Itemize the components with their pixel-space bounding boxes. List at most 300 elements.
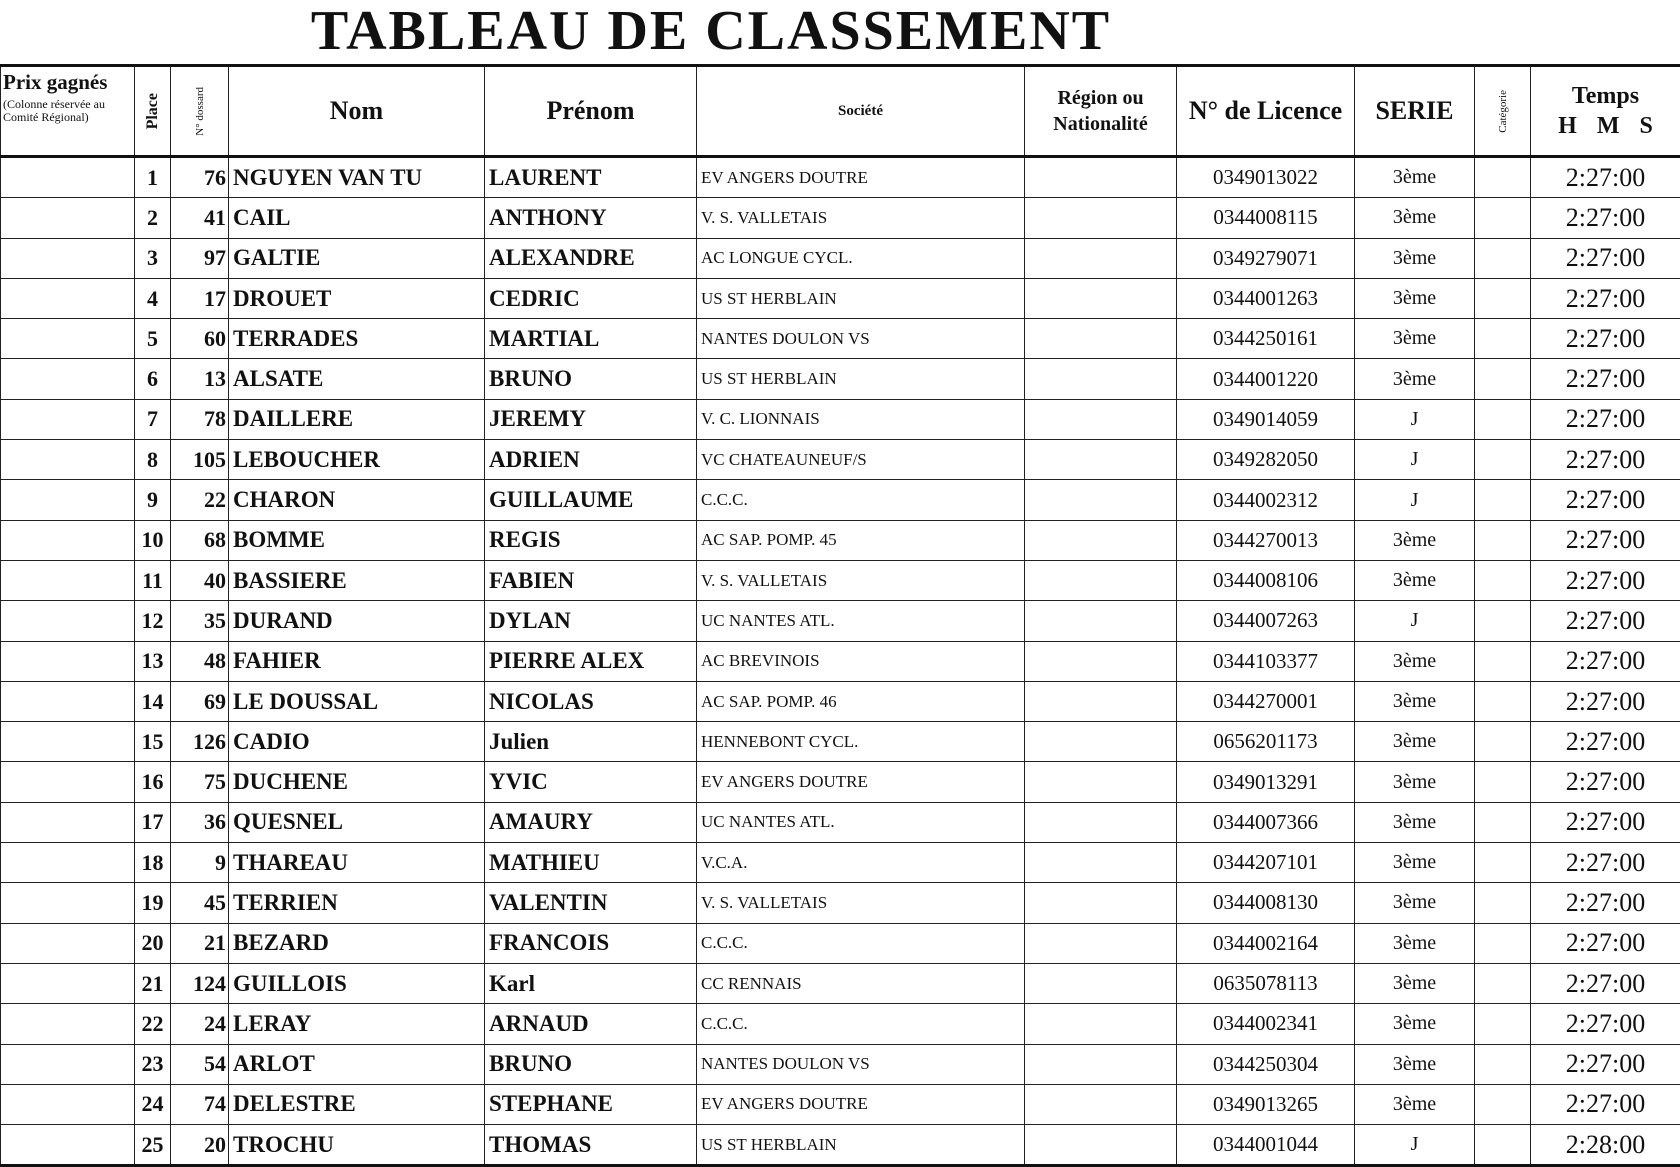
header-nom: Nom	[229, 66, 485, 157]
cell-societe: US ST HERBLAIN	[697, 359, 1025, 399]
cell-temps: 2:27:00	[1531, 802, 1680, 842]
cell-serie: 3ème	[1355, 560, 1475, 600]
cell-place: 6	[135, 359, 171, 399]
cell-societe: V. C. LIONNAIS	[697, 399, 1025, 439]
cell-temps: 2:27:00	[1531, 440, 1680, 480]
cell-categorie	[1475, 440, 1531, 480]
table-row	[1, 762, 1680, 802]
cell-societe: NANTES DOULON VS	[697, 319, 1025, 359]
cell-serie: 3ème	[1355, 359, 1475, 399]
cell-nom: BOMME	[229, 520, 485, 560]
cell-temps: 2:27:00	[1531, 963, 1680, 1003]
cell-serie: 3ème	[1355, 722, 1475, 762]
header-societe: Société	[697, 66, 1025, 157]
cell-categorie	[1475, 157, 1531, 198]
cell-prenom: LAURENT	[485, 157, 697, 198]
cell-prix	[1, 359, 135, 399]
cell-societe: VC CHATEAUNEUF/S	[697, 440, 1025, 480]
cell-nom: CHARON	[229, 480, 485, 520]
header-serie: SERIE	[1355, 66, 1475, 157]
cell-prenom: THOMAS	[485, 1125, 697, 1166]
cell-nom: TROCHU	[229, 1125, 485, 1166]
cell-temps: 2:27:00	[1531, 278, 1680, 318]
cell-societe: AC BREVINOIS	[697, 641, 1025, 681]
cell-prix	[1, 1004, 135, 1044]
cell-place: 2	[135, 198, 171, 238]
cell-nom: CADIO	[229, 722, 485, 762]
cell-prix	[1, 319, 135, 359]
cell-place: 17	[135, 802, 171, 842]
cell-prix	[1, 157, 135, 198]
cell-prenom: ARNAUD	[485, 1004, 697, 1044]
cell-serie: 3ème	[1355, 843, 1475, 883]
cell-place: 11	[135, 560, 171, 600]
cell-licence: 0344008115	[1177, 198, 1355, 238]
cell-region	[1025, 843, 1177, 883]
cell-categorie	[1475, 480, 1531, 520]
cell-categorie	[1475, 198, 1531, 238]
cell-place: 5	[135, 319, 171, 359]
cell-temps: 2:27:00	[1531, 843, 1680, 883]
cell-societe: C.C.C.	[697, 1004, 1025, 1044]
cell-place: 1	[135, 157, 171, 198]
cell-nom: ARLOT	[229, 1044, 485, 1084]
cell-serie: J	[1355, 601, 1475, 641]
cell-dossard: 124	[171, 963, 229, 1003]
table-row	[1, 157, 1680, 198]
cell-prix	[1, 923, 135, 963]
cell-prix	[1, 480, 135, 520]
cell-temps: 2:27:00	[1531, 520, 1680, 560]
cell-temps: 2:27:00	[1531, 1044, 1680, 1084]
cell-serie: 3ème	[1355, 238, 1475, 278]
cell-serie: J	[1355, 399, 1475, 439]
cell-societe: EV ANGERS DOUTRE	[697, 1084, 1025, 1124]
cell-temps: 2:27:00	[1531, 560, 1680, 600]
cell-societe: V. S. VALLETAIS	[697, 198, 1025, 238]
cell-dossard: 105	[171, 440, 229, 480]
cell-prenom: PIERRE ALEX	[485, 641, 697, 681]
cell-place: 24	[135, 1084, 171, 1124]
cell-prix	[1, 681, 135, 721]
cell-nom: FAHIER	[229, 641, 485, 681]
cell-place: 10	[135, 520, 171, 560]
cell-serie: 3ème	[1355, 802, 1475, 842]
cell-licence: 0344002164	[1177, 923, 1355, 963]
header-region: Région ou Nationalité	[1025, 66, 1177, 157]
table-row	[1, 278, 1680, 318]
cell-nom: DELESTRE	[229, 1084, 485, 1124]
cell-prenom: BRUNO	[485, 359, 697, 399]
cell-prix	[1, 440, 135, 480]
cell-region	[1025, 923, 1177, 963]
cell-licence: 0344007263	[1177, 601, 1355, 641]
cell-prenom: FRANCOIS	[485, 923, 697, 963]
cell-prenom: ADRIEN	[485, 440, 697, 480]
cell-serie: 3ème	[1355, 520, 1475, 560]
cell-dossard: 60	[171, 319, 229, 359]
cell-societe: US ST HERBLAIN	[697, 1125, 1025, 1166]
cell-dossard: 69	[171, 681, 229, 721]
cell-temps: 2:27:00	[1531, 601, 1680, 641]
cell-temps: 2:27:00	[1531, 883, 1680, 923]
cell-prenom: DYLAN	[485, 601, 697, 641]
cell-place: 19	[135, 883, 171, 923]
cell-temps: 2:27:00	[1531, 923, 1680, 963]
page-title: TABLEAU DE CLASSEMENT	[0, 0, 1420, 62]
cell-licence: 0344103377	[1177, 641, 1355, 681]
cell-prenom: JEREMY	[485, 399, 697, 439]
cell-place: 20	[135, 923, 171, 963]
cell-serie: 3ème	[1355, 883, 1475, 923]
cell-societe: UC NANTES ATL.	[697, 802, 1025, 842]
cell-categorie	[1475, 722, 1531, 762]
cell-prix	[1, 601, 135, 641]
cell-nom: DROUET	[229, 278, 485, 318]
cell-region	[1025, 681, 1177, 721]
cell-nom: BASSIERE	[229, 560, 485, 600]
cell-dossard: 17	[171, 278, 229, 318]
cell-place: 7	[135, 399, 171, 439]
header-row	[1, 66, 1680, 157]
table-row	[1, 923, 1680, 963]
cell-licence: 0344270001	[1177, 681, 1355, 721]
cell-prix	[1, 1084, 135, 1124]
cell-dossard: 20	[171, 1125, 229, 1166]
table-row	[1, 1084, 1680, 1124]
cell-categorie	[1475, 641, 1531, 681]
cell-temps: 2:27:00	[1531, 399, 1680, 439]
cell-categorie	[1475, 843, 1531, 883]
cell-licence: 0349014059	[1177, 399, 1355, 439]
cell-nom: GUILLOIS	[229, 963, 485, 1003]
table-row	[1, 843, 1680, 883]
table-row	[1, 359, 1680, 399]
cell-serie: 3ème	[1355, 319, 1475, 359]
cell-prix	[1, 520, 135, 560]
cell-prix	[1, 762, 135, 802]
cell-prenom: GUILLAUME	[485, 480, 697, 520]
table-row	[1, 1125, 1680, 1166]
cell-licence: 0349013265	[1177, 1084, 1355, 1124]
cell-prenom: Julien	[485, 722, 697, 762]
cell-region	[1025, 319, 1177, 359]
cell-licence: 0344250304	[1177, 1044, 1355, 1084]
cell-serie: J	[1355, 480, 1475, 520]
table-row	[1, 520, 1680, 560]
cell-licence: 0344250161	[1177, 319, 1355, 359]
cell-categorie	[1475, 601, 1531, 641]
cell-serie: 3ème	[1355, 762, 1475, 802]
header-licence: N° de Licence	[1177, 66, 1355, 157]
cell-prenom: NICOLAS	[485, 681, 697, 721]
cell-place: 14	[135, 681, 171, 721]
cell-serie: 3ème	[1355, 681, 1475, 721]
cell-prix	[1, 238, 135, 278]
cell-prenom: ANTHONY	[485, 198, 697, 238]
cell-societe: CC RENNAIS	[697, 963, 1025, 1003]
cell-region	[1025, 520, 1177, 560]
cell-prenom: BRUNO	[485, 1044, 697, 1084]
cell-dossard: 9	[171, 843, 229, 883]
cell-categorie	[1475, 1004, 1531, 1044]
cell-temps: 2:27:00	[1531, 722, 1680, 762]
table-row	[1, 601, 1680, 641]
cell-dossard: 36	[171, 802, 229, 842]
cell-place: 3	[135, 238, 171, 278]
cell-prix	[1, 883, 135, 923]
cell-temps: 2:27:00	[1531, 238, 1680, 278]
cell-serie: J	[1355, 1125, 1475, 1166]
cell-temps: 2:27:00	[1531, 359, 1680, 399]
cell-region	[1025, 198, 1177, 238]
cell-categorie	[1475, 883, 1531, 923]
cell-licence: 0349282050	[1177, 440, 1355, 480]
cell-serie: 3ème	[1355, 923, 1475, 963]
cell-prix	[1, 560, 135, 600]
cell-dossard: 76	[171, 157, 229, 198]
cell-place: 18	[135, 843, 171, 883]
cell-region	[1025, 802, 1177, 842]
cell-region	[1025, 399, 1177, 439]
cell-societe: V. S. VALLETAIS	[697, 560, 1025, 600]
cell-region	[1025, 480, 1177, 520]
table-row	[1, 440, 1680, 480]
cell-place: 15	[135, 722, 171, 762]
cell-prenom: REGIS	[485, 520, 697, 560]
cell-dossard: 24	[171, 1004, 229, 1044]
cell-societe: AC LONGUE CYCL.	[697, 238, 1025, 278]
cell-societe: EV ANGERS DOUTRE	[697, 762, 1025, 802]
cell-region	[1025, 1125, 1177, 1166]
cell-prenom: CEDRIC	[485, 278, 697, 318]
cell-licence: 0344001220	[1177, 359, 1355, 399]
cell-temps: 2:27:00	[1531, 157, 1680, 198]
cell-licence: 0344008106	[1177, 560, 1355, 600]
cell-serie: 3ème	[1355, 1044, 1475, 1084]
cell-region	[1025, 883, 1177, 923]
cell-place: 23	[135, 1044, 171, 1084]
header-prix-label: Prix gagnés	[3, 71, 132, 94]
cell-nom: DURAND	[229, 601, 485, 641]
cell-societe: UC NANTES ATL.	[697, 601, 1025, 641]
cell-place: 8	[135, 440, 171, 480]
cell-place: 13	[135, 641, 171, 681]
cell-nom: THAREAU	[229, 843, 485, 883]
header-temps-hms: H M S	[1531, 111, 1680, 141]
cell-temps: 2:27:00	[1531, 1084, 1680, 1124]
cell-licence: 0344008130	[1177, 883, 1355, 923]
cell-prix	[1, 843, 135, 883]
cell-region	[1025, 440, 1177, 480]
cell-categorie	[1475, 923, 1531, 963]
cell-region	[1025, 560, 1177, 600]
cell-temps: 2:27:00	[1531, 762, 1680, 802]
cell-serie: 3ème	[1355, 157, 1475, 198]
cell-region	[1025, 238, 1177, 278]
cell-categorie	[1475, 1044, 1531, 1084]
cell-region	[1025, 762, 1177, 802]
cell-temps: 2:27:00	[1531, 641, 1680, 681]
cell-dossard: 74	[171, 1084, 229, 1124]
cell-temps: 2:27:00	[1531, 681, 1680, 721]
cell-region	[1025, 601, 1177, 641]
cell-prix	[1, 198, 135, 238]
cell-dossard: 41	[171, 198, 229, 238]
table-row	[1, 198, 1680, 238]
cell-prenom: VALENTIN	[485, 883, 697, 923]
cell-licence: 0344001044	[1177, 1125, 1355, 1166]
cell-licence: 0344002312	[1177, 480, 1355, 520]
cell-place: 4	[135, 278, 171, 318]
cell-societe: AC SAP. POMP. 46	[697, 681, 1025, 721]
table-row	[1, 883, 1680, 923]
cell-nom: LERAY	[229, 1004, 485, 1044]
cell-prix	[1, 278, 135, 318]
cell-categorie	[1475, 802, 1531, 842]
cell-serie: 3ème	[1355, 1004, 1475, 1044]
cell-categorie	[1475, 278, 1531, 318]
cell-categorie	[1475, 319, 1531, 359]
cell-temps: 2:28:00	[1531, 1125, 1680, 1166]
cell-region	[1025, 722, 1177, 762]
cell-licence: 0344007366	[1177, 802, 1355, 842]
cell-societe: V.C.A.	[697, 843, 1025, 883]
cell-prenom: Karl	[485, 963, 697, 1003]
cell-place: 16	[135, 762, 171, 802]
cell-dossard: 78	[171, 399, 229, 439]
cell-dossard: 40	[171, 560, 229, 600]
cell-categorie	[1475, 963, 1531, 1003]
cell-nom: QUESNEL	[229, 802, 485, 842]
cell-dossard: 21	[171, 923, 229, 963]
table-row	[1, 681, 1680, 721]
cell-licence: 0635078113	[1177, 963, 1355, 1003]
table-row	[1, 641, 1680, 681]
cell-region	[1025, 963, 1177, 1003]
cell-region	[1025, 359, 1177, 399]
cell-prenom: ALEXANDRE	[485, 238, 697, 278]
cell-nom: GALTIE	[229, 238, 485, 278]
cell-licence: 0349013291	[1177, 762, 1355, 802]
cell-categorie	[1475, 681, 1531, 721]
cell-prix	[1, 399, 135, 439]
header-prenom: Prénom	[485, 66, 697, 157]
header-categorie: Catégorie	[1475, 66, 1531, 157]
cell-prix	[1, 722, 135, 762]
cell-dossard: 97	[171, 238, 229, 278]
cell-licence: 0344207101	[1177, 843, 1355, 883]
header-dossard: N° dossard	[171, 66, 229, 157]
cell-temps: 2:27:00	[1531, 480, 1680, 520]
cell-serie: 3ème	[1355, 963, 1475, 1003]
cell-nom: BEZARD	[229, 923, 485, 963]
cell-licence: 0349013022	[1177, 157, 1355, 198]
table-row	[1, 399, 1680, 439]
cell-societe: EV ANGERS DOUTRE	[697, 157, 1025, 198]
cell-temps: 2:27:00	[1531, 1004, 1680, 1044]
cell-nom: LE DOUSSAL	[229, 681, 485, 721]
cell-licence: 0349279071	[1177, 238, 1355, 278]
header-temps	[1531, 66, 1680, 157]
cell-region	[1025, 1044, 1177, 1084]
cell-societe: NANTES DOULON VS	[697, 1044, 1025, 1084]
table-row	[1, 722, 1680, 762]
header-place: Place	[135, 66, 171, 157]
table-row	[1, 963, 1680, 1003]
cell-categorie	[1475, 399, 1531, 439]
table-row	[1, 560, 1680, 600]
cell-categorie	[1475, 762, 1531, 802]
cell-prenom: STEPHANE	[485, 1084, 697, 1124]
cell-temps: 2:27:00	[1531, 198, 1680, 238]
cell-licence: 0344270013	[1177, 520, 1355, 560]
table-row	[1, 1044, 1680, 1084]
cell-licence: 0656201173	[1177, 722, 1355, 762]
header-temps-label: Temps	[1572, 83, 1639, 109]
cell-region	[1025, 278, 1177, 318]
cell-dossard: 13	[171, 359, 229, 399]
cell-categorie	[1475, 560, 1531, 600]
table-row	[1, 238, 1680, 278]
cell-nom: TERRIEN	[229, 883, 485, 923]
cell-nom: LEBOUCHER	[229, 440, 485, 480]
cell-place: 25	[135, 1125, 171, 1166]
cell-nom: NGUYEN VAN TU	[229, 157, 485, 198]
cell-region	[1025, 641, 1177, 681]
cell-categorie	[1475, 1125, 1531, 1166]
cell-prenom: MARTIAL	[485, 319, 697, 359]
cell-nom: DUCHENE	[229, 762, 485, 802]
header-prix-note: (Colonne réservée au Comité Régional)	[3, 98, 132, 124]
cell-nom: ALSATE	[229, 359, 485, 399]
cell-categorie	[1475, 1084, 1531, 1124]
cell-dossard: 45	[171, 883, 229, 923]
cell-dossard: 75	[171, 762, 229, 802]
cell-societe: HENNEBONT CYCL.	[697, 722, 1025, 762]
header-prix	[1, 66, 135, 157]
cell-categorie	[1475, 520, 1531, 560]
cell-categorie	[1475, 359, 1531, 399]
cell-place: 12	[135, 601, 171, 641]
cell-nom: DAILLERE	[229, 399, 485, 439]
table-row	[1, 802, 1680, 842]
cell-categorie	[1475, 238, 1531, 278]
cell-societe: C.C.C.	[697, 923, 1025, 963]
cell-place: 9	[135, 480, 171, 520]
cell-place: 22	[135, 1004, 171, 1044]
cell-region	[1025, 157, 1177, 198]
cell-serie: J	[1355, 440, 1475, 480]
cell-prix	[1, 963, 135, 1003]
cell-prix	[1, 802, 135, 842]
table-row	[1, 480, 1680, 520]
cell-region	[1025, 1004, 1177, 1044]
cell-place: 21	[135, 963, 171, 1003]
table-row	[1, 319, 1680, 359]
cell-nom: CAIL	[229, 198, 485, 238]
cell-licence: 0344001263	[1177, 278, 1355, 318]
cell-prenom: AMAURY	[485, 802, 697, 842]
cell-societe: US ST HERBLAIN	[697, 278, 1025, 318]
cell-dossard: 68	[171, 520, 229, 560]
cell-dossard: 35	[171, 601, 229, 641]
cell-temps: 2:27:00	[1531, 319, 1680, 359]
cell-prix	[1, 1125, 135, 1166]
cell-serie: 3ème	[1355, 641, 1475, 681]
cell-region	[1025, 1084, 1177, 1124]
cell-licence: 0344002341	[1177, 1004, 1355, 1044]
